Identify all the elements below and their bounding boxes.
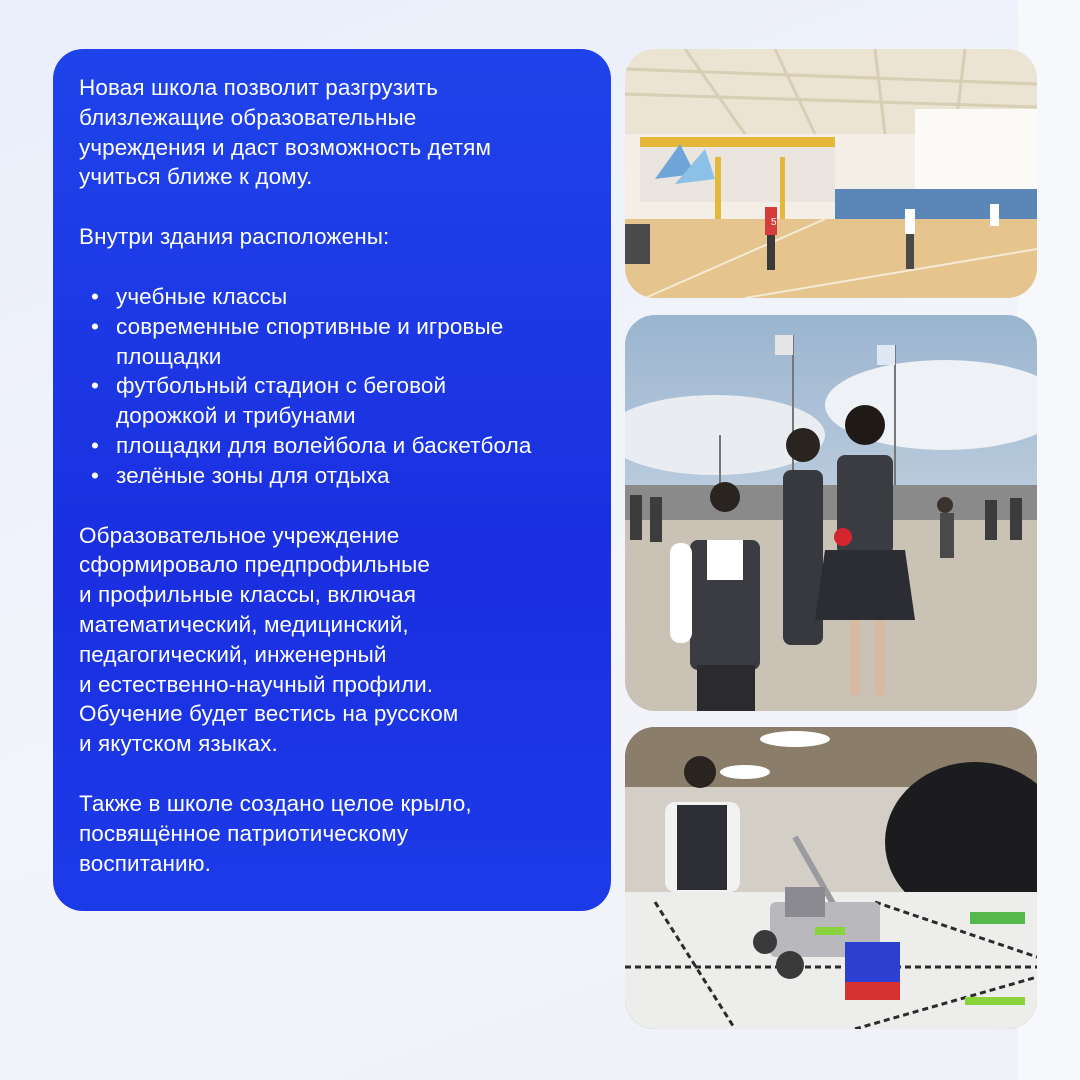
player-number: 5 <box>771 217 777 228</box>
students-photo <box>625 315 1037 711</box>
list-item: • зелёные зоны для отдыха <box>91 461 591 491</box>
gym-photo <box>625 49 1037 298</box>
facilities-list <box>79 282 591 491</box>
patriotic-text: Также в школе создано целое крыло, посвящённое патриотическому воспитанию. <box>79 790 472 876</box>
inside-heading: Внутри здания расположены: <box>79 224 390 250</box>
list-item: • современные спортивные и игровые площадки <box>91 312 591 372</box>
intro-text: Новая школа позволит разгрузить близлежащие образовательные учреждения и даст возможность детям учиться ближе к дому. <box>79 75 492 190</box>
list-item: • учебные классы <box>91 282 591 312</box>
profiles-text: Образовательное учреждение сформировало предпрофильные и профильные классы, включая математический, медицинский, педагогический, инженерный и естественно-научный профили. Обучение будет вестись на русском и якутском языках. <box>79 522 459 757</box>
info-card <box>53 49 611 911</box>
list-item: • футбольный стадион с беговой дорожкой и трибунами <box>91 371 591 431</box>
list-item: • площадки для волейбола и баскетбола <box>91 431 591 461</box>
robotics-photo <box>625 727 1037 1029</box>
